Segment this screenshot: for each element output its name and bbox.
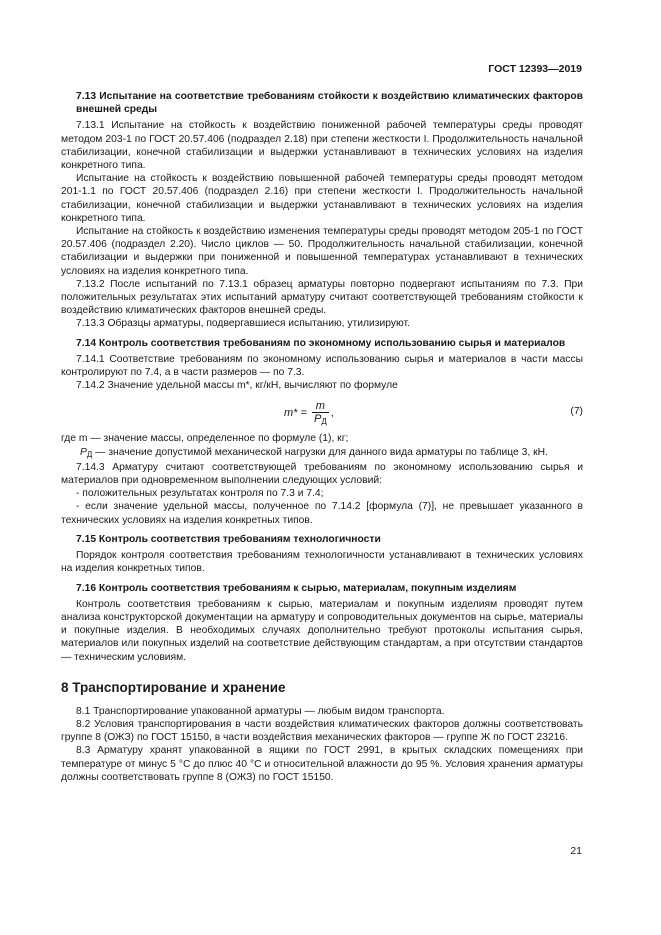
paragraph: 7.14.1 Соответствие требованиям по экономному использованию сырья и материалов в части массы контролируют по 7.4, а в части размеров — по 7.3. [61, 353, 583, 379]
list-item: - если значение удельной массы, полученное по 7.14.2 [формула (7)], не превышает указанного в технических условиях на изделия конкретных типов. [61, 501, 583, 526]
paragraph: 7.13.3 Образцы арматуры, подвергавшиеся испытанию, утилизируют. [76, 318, 410, 330]
formula-denominator: $P_Д$ [314, 413, 327, 427]
paragraph: 7.14.2 Значение удельной массы m*, кг/кН, вычисляют по формуле [76, 380, 398, 392]
where-clause: где m — значение массы, определенное по формуле (1), кг; [61, 433, 349, 445]
formula-7 [61, 396, 583, 430]
formula-number: (7) [570, 406, 583, 418]
where-clause: $P_Д$ — значение допустимой механической нагрузки для данного вида арматуры по таблице 3, кН. [80, 446, 548, 459]
paragraph: Контроль соответствия требованиям к сырью, материалам и покупным изделиям проводят путем анализа конструкторской документации на арматуру и сопроводительных документов на сырье, материалы и покупные изделия. В необходимых случаях дополнительно требуют протоколы испытания сырья, материалов или покупных изделий на соответствие действующим стандартам, а при отсутствии стандартов — техническим условиям. [61, 598, 583, 663]
paragraph: 7.13.1 Испытание на стойкость к воздействию пониженной рабочей температуры среды проводят методом 203-1 по ГОСТ 20.57.406 (подраздел 2.18) при степени жесткости I. Продолжительность начальной стабилизации, конечной стабилизации и выдержки устанавливают в технических условиях на изделия конкретного типа. [61, 120, 583, 172]
paragraph: Испытание на стойкость к воздействию изменения температуры среды проводят методом 205-1 по ГОСТ 20.57.406 (подраздел 2.20). Число циклов — 50. Продолжительность начальной стабилизации, конечной стабилизации и выдержки при пониженной и повышенной температурах устанавливают в технических условиях на изделия конкретного типа. [61, 226, 583, 277]
document-id: ГОСТ 12393—2019 [488, 63, 582, 75]
section-8-heading: 8 Транспортирование и хранение [61, 679, 286, 695]
paragraph: 7.13.2 После испытаний по 7.13.1 образец арматуры повторно подвергают испытаниям по 7.3. При положительных результатах этих испытаний арматуру считают соответствующей требованиям стойкости к воздействию климатических факторов внешней среды. [61, 278, 583, 317]
paragraph: 8.3 Арматуру хранят упакованной в ящики по ГОСТ 2991, в крытых складских помещениях при температуре от минус 5 °С до плюс 40 °С и относительной влажности до 95 %. Условия хранения арматуры должны соответствовать группе 8 (ОЖЗ) по ГОСТ 15150. [61, 745, 583, 783]
formula-numerator: m [312, 400, 329, 413]
formula-fraction [312, 400, 329, 426]
section-7-14-heading: 7.14 Контроль соответствия требованиям по экономному использованию сырья и материалов [76, 337, 566, 349]
formula-expression [284, 400, 334, 426]
paragraph: 8.2 Условия транспортирования в части воздействия климатических факторов должны соответствовать группе 8 (ОЖЗ) по ГОСТ 15150, в части воздействия механических факторов — группе Ж по ГОСТ 23216. [61, 718, 583, 744]
section-7-15-heading: 7.15 Контроль соответствия требованиям технологичности [76, 533, 381, 545]
page-content [61, 90, 583, 784]
paragraph: 7.14.3 Арматуру считают соответствующей требованиям по экономному использованию сырья и материалов при одновременном выполнении следующих условий: [61, 461, 583, 487]
page-number: 21 [570, 845, 582, 857]
paragraph: 8.1 Транспортирование упакованной арматуры — любым видом транспорта. [76, 705, 445, 717]
section-7-13-heading: 7.13 Испытание на соответствие требованиям стойкости к воздействию климатических факторов внешней среды [76, 91, 583, 116]
formula-trailing: , [330, 407, 334, 420]
section-7-16-heading: 7.16 Контроль соответствия требованиям к сырью, материалам, покупным изделиям [76, 582, 517, 594]
formula-lhs: m* = [284, 407, 307, 420]
paragraph: Порядок контроля соответствия требованиям технологичности устанавливают в технических условиях на изделия конкретных типов. [61, 550, 583, 575]
paragraph: Испытание на стойкость к воздействию повышенной рабочей температуры среды проводят методом 201-1.1 по ГОСТ 20.57.406 (подраздел 2.16) при степени жесткости I. Продолжительность начальной стабилизации, конечной стабилизации и выдержки устанавливают в технических условиях на изделия конкретного типа. [61, 173, 583, 224]
list-item: - положительных результатах контроля по 7.3 и 7.4; [76, 488, 324, 500]
